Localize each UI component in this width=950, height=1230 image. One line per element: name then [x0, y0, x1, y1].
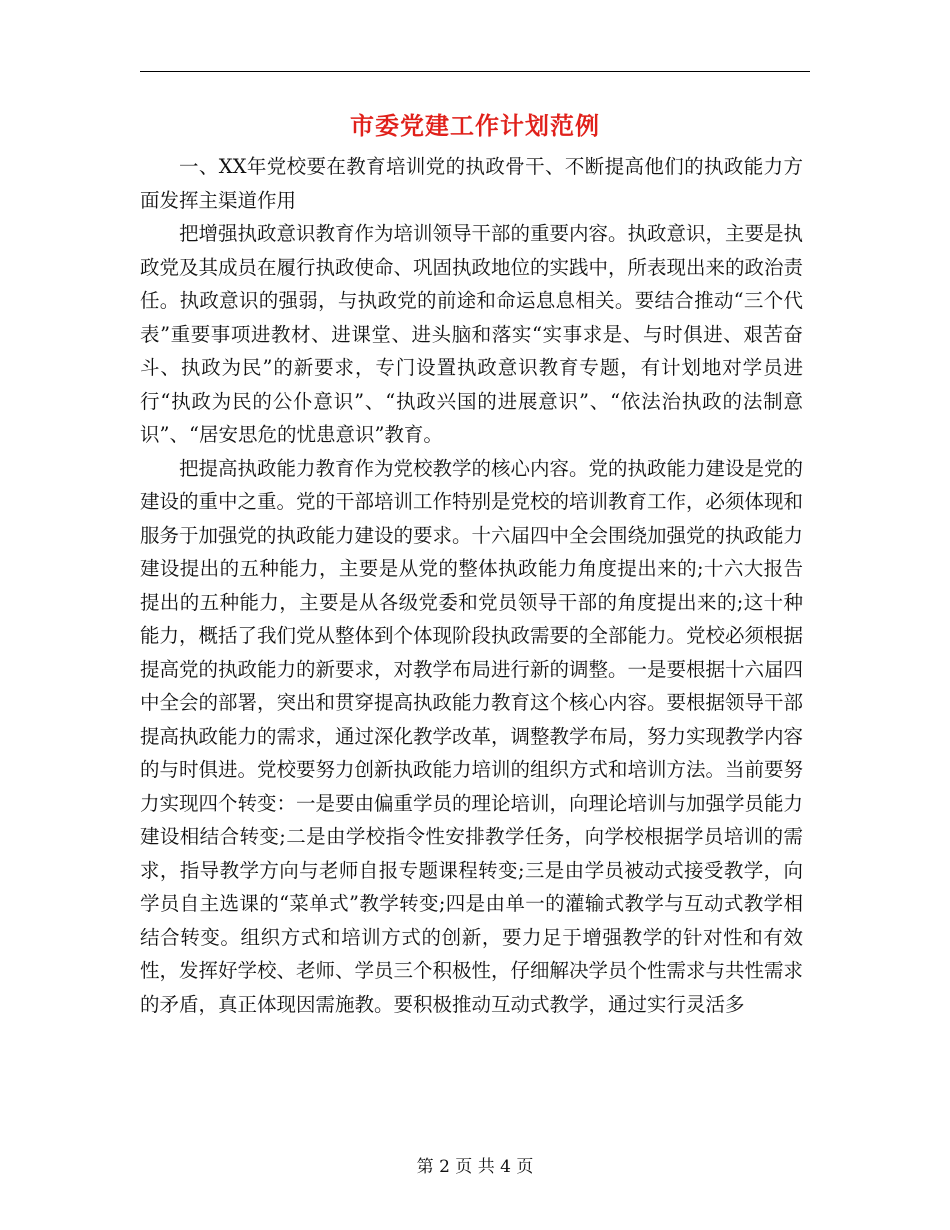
paragraph-awareness: 把增强执政意识教育作为培训领导干部的重要内容。执政意识，主要是执政党及其成员在履行执政使命、巩固执政地位的实践中，所表现出来的政治责任。执政意识的强弱，与执政党的前途和命运息息相关。要结合推动“三个代表”重要事项进教材、进课堂、进头脑和落实“实事求是、与时俱进、艰苦奋斗、执政为民”的新要求，专门设置执政意识教育专题，有计划地对学员进行“执政为民的公仆意识”、“执政兴国的进展意识”、“依法治执政的法制意识”、“居安思危的忧患意识”教育。: [140, 222, 804, 446]
document-body: [140, 150, 803, 1021]
document-title: 市委党建工作计划范例: [350, 111, 600, 140]
page-footer: [0, 1152, 950, 1177]
paragraph-capability: 把提高执政能力教育作为党校教学的核心内容。党的执政能力建设是党的建设的重中之重。党的干部培训工作特别是党校的培训教育工作，必须体现和服务于加强党的执政能力建设的要求。十六届四中全会围绕加强党的执政能力建设提出的五种能力，主要是从党的整体执政能力角度提出来的;十六大报告提出的五种能力，主要是从各级党委和党员领导干部的角度提出来的;这十种能力，概括了我们党从整体到个体现阶段执政需要的全部能力。党校必须根据提高党的执政能力的新要求，对教学布局进行新的调整。一是要根据十六届四中全会的部署，突出和贯穿提高执政能力教育这个核心内容。要根据领导干部提高执政能力的需求，通过深化教学改革，调整教学布局，努力实现教学内容的与时俱进。党校要努力创新执政能力培训的组织方式和培训方法。当前要努力实现四个转变：一是要由偏重学员的理论培训，向理论培训与加强学员能力建设相结合转变;二是由学校指令性安排教学任务，向学校根据学员培训的需求，指导教学方向与老师自报专题课程转变;三是由学员被动式接受教学，向学员自主选课的“菜单式”教学转变;四是由单一的灌输式教学与互动式教学相结合转变。组织方式和培训方式的创新，要力足于增强教学的针对性和有效性，发挥好学校、老师、学员三个积极性，仔细解决学员个性需求与共性需求的矛盾，真正体现因需施教。要积极推动互动式教学，通过实行灵活多: [140, 456, 804, 1016]
header-rule: [140, 71, 810, 72]
footer-page-total: 4: [500, 1157, 511, 1177]
footer-prefix: 第: [416, 1157, 434, 1177]
footer-mid: 页 共: [455, 1157, 495, 1177]
section-heading: 一、XX年党校要在教育培训党的执政骨干、不断提高他们的执政能力方面发挥主渠道作用: [140, 155, 803, 212]
footer-suffix: 页: [516, 1157, 534, 1177]
footer-page-number: 2: [439, 1157, 450, 1177]
